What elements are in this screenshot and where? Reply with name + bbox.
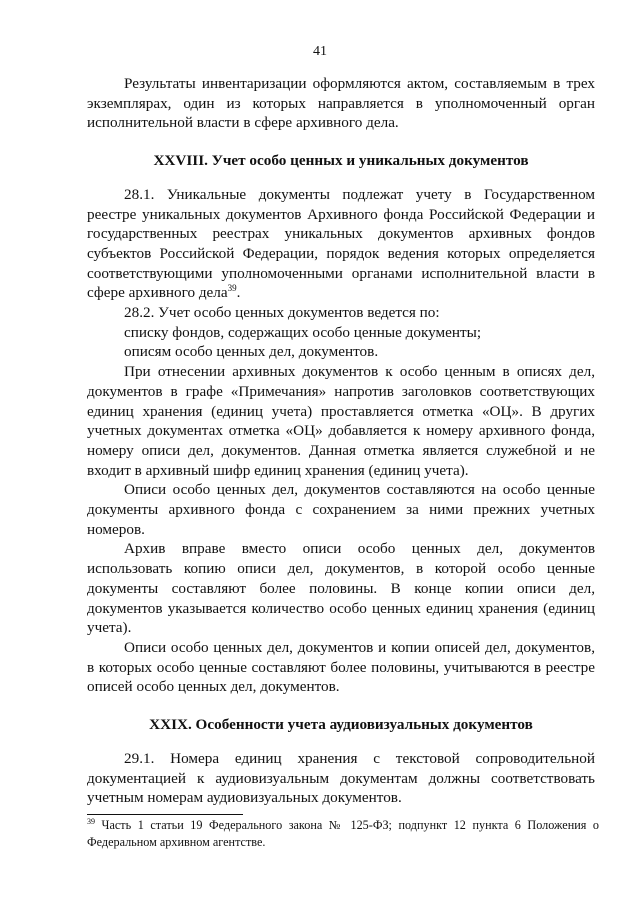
section-heading-28: XXVIII. Учет особо ценных и уникальных документов (153, 152, 529, 170)
list-item-fund-list: списку фондов, содержащих особо ценные документы; (124, 323, 482, 341)
footnote-text: Часть 1 статьи 19 Федерального закона № 125-ФЗ; подпункт 12 пункта 6 Положения о Федеральном архивном агентстве. (87, 818, 599, 849)
paragraph-archive-copy: Архив вправе вместо описи особо ценных дел, документов использовать копию описи дел, документов, в которой особо ценные документы составляют более половины. В конце копии описи дел, документов указывается количество особо ценных единиц хранения (единиц учета). (87, 540, 595, 637)
paragraph-28-1 (87, 185, 595, 303)
footnote-divider (87, 814, 243, 815)
page-body (87, 74, 595, 808)
page-number: 41 (313, 44, 327, 59)
paragraph-29-1: 29.1. Номера единиц хранения с текстовой сопроводительной документацией к аудиовизуальным документам должны соответствовать учетным номерам аудиовизуальных документов. (87, 749, 595, 807)
list-item-inventories: описям особо ценных дел, документов. (124, 343, 379, 361)
section-heading-29: XXIX. Особенности учета аудиовизуальных документов (149, 716, 533, 734)
paragraph-oc-mark: При отнесении архивных документов к особо ценным в описях дел, документов в графе «Примечания» напротив заголовков соответствующих единиц хранения (единиц учета) проставляется отметка «ОЦ». В других учетных документах отметка «ОЦ» добавляется к номеру архивного фонда, номеру описи дел, документов. Данная отметка является служебной и не входит в архивный шифр единиц хранения (единиц учета). (87, 363, 595, 479)
footnote-ref-39[interactable]: 39 (227, 283, 237, 294)
footnote-marker: 39 (87, 816, 95, 826)
paragraph-inventories-compiled: Описи особо ценных дел, документов составляются на особо ценные документы архивного фонда с сохранением за ними прежних учетных номеров. (87, 481, 595, 538)
paragraph-registry: Описи особо ценных дел, документов и копии описей дел, документов, в которых особо ценные составляют более половины, учитываются в реестре описей особо ценных дел, документов. (87, 638, 595, 696)
footnote-39 (87, 817, 599, 851)
paragraph-28-1-text: 28.1. Уникальные документы подлежат учету в Государственном реестре уникальных документов Архивного фонда Российской Федерации и государственных реестрах уникальных документов архивных фондов субъектов Российской Федерации, порядок ведения которых определяется соответствующими уполномоченными органами исполнительной власти в сфере архивного дела (87, 185, 595, 302)
paragraph-28-2: 28.2. Учет особо ценных документов ведется по: (124, 304, 440, 322)
paragraph-28-1-end: . (236, 284, 241, 302)
paragraph-inventory-act: Результаты инвентаризации оформляются актом, составляемым в трех экземплярах, один из которых направляется в уполномоченный орган исполнительной власти в сфере архивного дела. (87, 75, 595, 132)
